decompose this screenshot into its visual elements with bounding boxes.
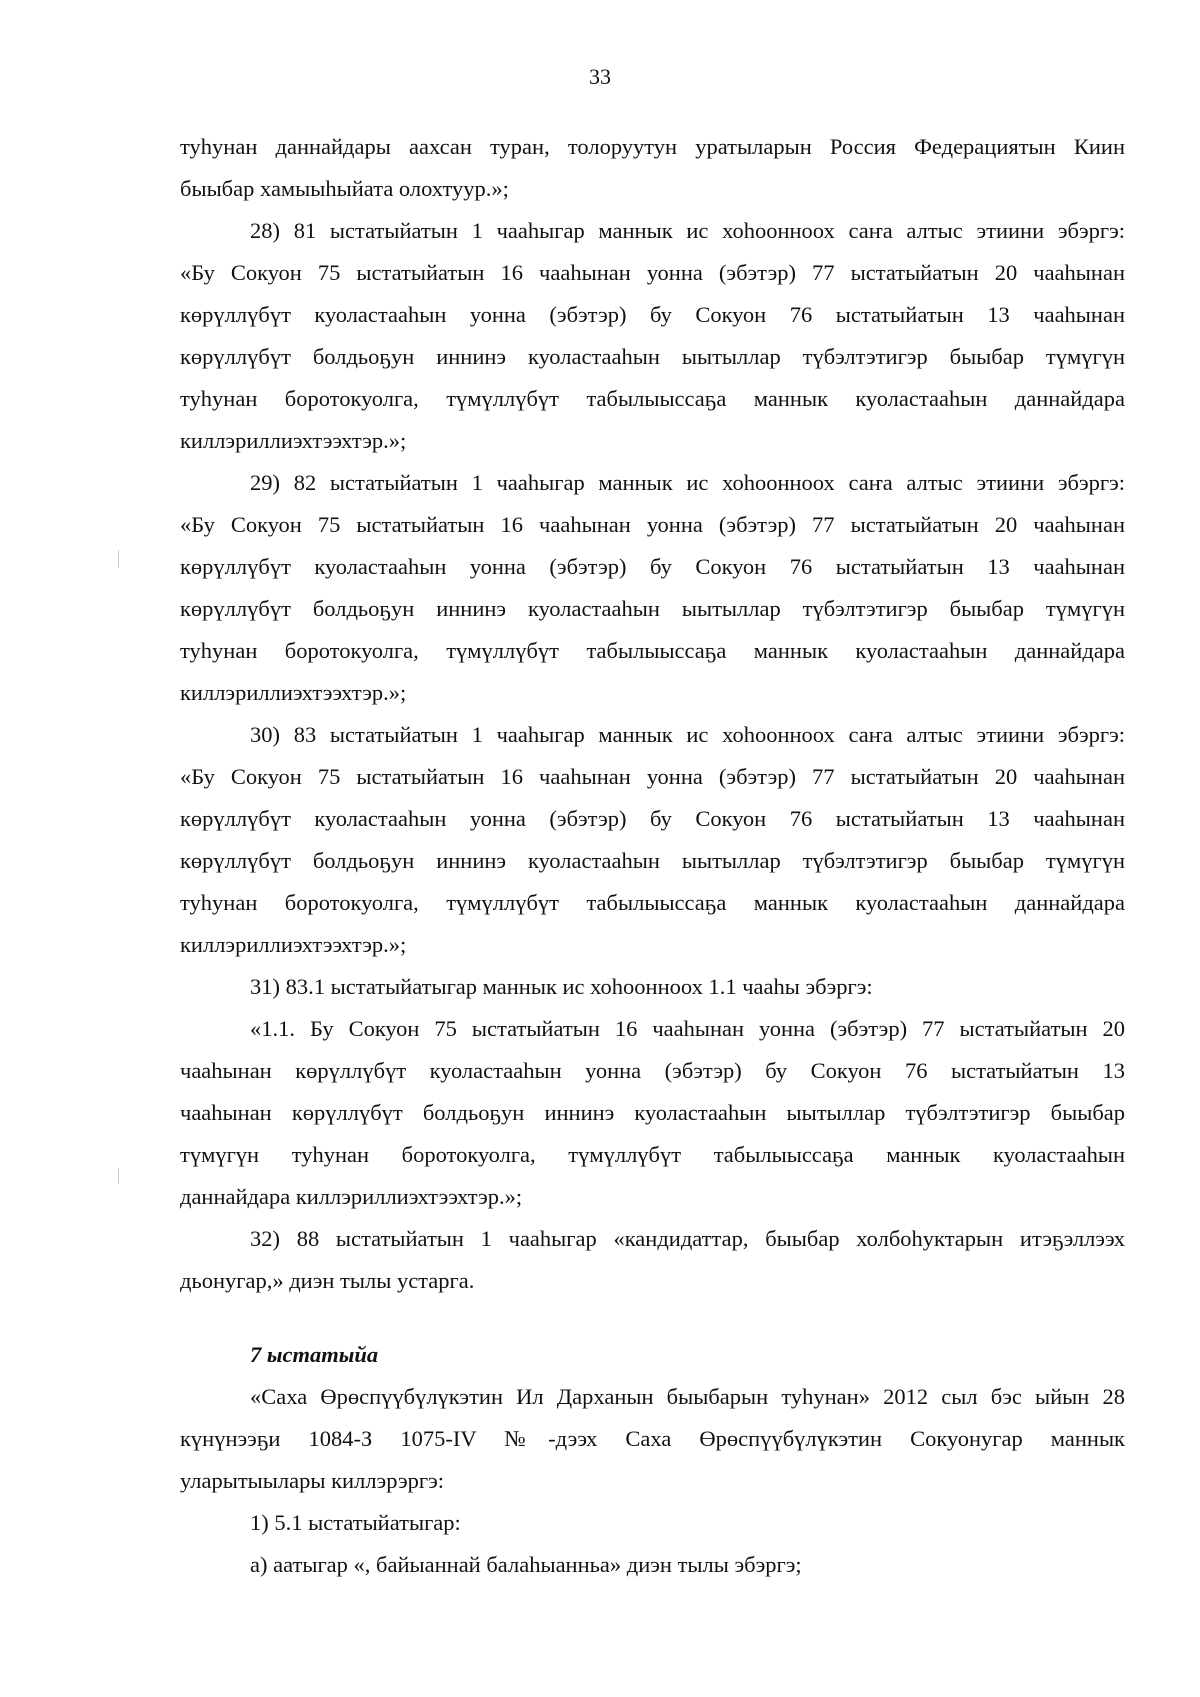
paragraph-item-32	[180, 1218, 1125, 1302]
text-line: «Бу Сокуон 75 ыстатыйатын 16 чааhынан уонна (эбэтэр) 77 ыстатыйатын 20 чааhынан	[180, 512, 1125, 537]
text-line: «Саха Өрөспүүбүлүкэтин Ил Дарханын быыбарын туhунан» 2012 сыл бэс ыйын 28	[250, 1384, 1125, 1409]
text-line: 29) 82 ыстатыйатын 1 чааhыгар маннык ис хоhоонноох саҥа алтыс этиини эбэргэ:	[250, 470, 1125, 495]
text-line: «Бу Сокуон 75 ыстатыйатын 16 чааhынан уонна (эбэтэр) 77 ыстатыйатын 20 чааhынан	[180, 764, 1125, 789]
text-line: туhунан боротокуолга, түмүллүбүт табылыыссаҕа маннык куоластааhын даннайдара	[180, 638, 1125, 663]
article-heading: 7 ыстатыйа	[250, 1342, 379, 1367]
paragraph-subitem-a	[180, 1544, 1125, 1586]
text-line: көрүллүбүт куоластааhын уонна (эбэтэр) бу Сокуон 76 ыстатыйатын 13 чааhынан	[180, 806, 1125, 831]
text-line: 1) 5.1 ыстатыйатыгар:	[250, 1510, 461, 1535]
margin-scan-mark	[118, 550, 119, 568]
text-line: туhунан даннайдары аахсан туран, толоруутун уратыларын Россия Федерациятын Киин	[180, 134, 1125, 159]
paragraph-item-31	[180, 966, 1125, 1008]
text-line: 30) 83 ыстатыйатын 1 чааhыгар маннык ис хоhоонноох саҥа алтыс этиини эбэргэ:	[250, 722, 1125, 747]
paragraph-continuation	[180, 126, 1125, 210]
paragraph-subitem-1	[180, 1502, 1125, 1544]
text-line: «1.1. Бу Сокуон 75 ыстатыйатын 16 чааhынан уонна (эбэтэр) 77 ыстатыйатын 20	[250, 1016, 1125, 1041]
paragraph-item-28	[180, 210, 1125, 462]
text-line: даннайдара киллэриллиэхтээхтэр.»;	[180, 1184, 523, 1209]
text-line: а) аатыгар «, байыаннай балаhыанньа» диэн тылы эбэргэ;	[250, 1552, 802, 1577]
document-body	[180, 126, 1125, 1586]
text-line: 28) 81 ыстатыйатын 1 чааhыгар маннык ис хоhоонноох саҥа алтыс этиини эбэргэ:	[250, 218, 1125, 243]
text-line: чааhынан көрүллүбүт куоластааhын уонна (эбэтэр) бу Сокуон 76 ыстатыйатын 13	[180, 1058, 1125, 1083]
text-line: 31) 83.1 ыстатыйатыгар маннык ис хоhоонноох 1.1 чааhы эбэргэ:	[250, 974, 873, 999]
paragraph-item-30	[180, 714, 1125, 966]
text-line: түмүгүн туhунан боротокуолга, түмүллүбүт табылыыссаҕа маннык куоластааhын	[180, 1142, 1125, 1167]
text-line: киллэриллиэхтээхтэр.»;	[180, 932, 407, 957]
text-line: уларытыылары киллэрэргэ:	[180, 1468, 445, 1493]
margin-scan-mark	[118, 1168, 119, 1184]
text-line: көрүллүбүт болдьоҕун иннинэ куоластааhын ыытыллар түбэлтэтигэр быыбар түмүгүн	[180, 848, 1125, 873]
text-line: дьонугар,» диэн тылы устарга.	[180, 1268, 475, 1293]
paragraph-item-29	[180, 462, 1125, 714]
text-line: күнүнээҕи 1084-З 1075-IV №-дээх Саха Өрөспүүбүлүкэтин Сокуонугар маннык	[180, 1426, 1125, 1451]
text-line: «Бу Сокуон 75 ыстатыйатын 16 чааhынан уонна (эбэтэр) 77 ыстатыйатын 20 чааhынан	[180, 260, 1125, 285]
text-line: 32) 88 ыстатыйатын 1 чааhыгар «кандидаттар, быыбар холбоhуктарын итэҕэллээх	[250, 1226, 1125, 1251]
text-line: туhунан боротокуолга, түмүллүбүт табылыыссаҕа маннык куоластааhын даннайдара	[180, 890, 1125, 915]
text-line: туhунан боротокуолга, түмүллүбүт табылыыссаҕа маннык куоластааhын даннайдара	[180, 386, 1125, 411]
text-line: көрүллүбүт болдьоҕун иннинэ куоластааhын ыытыллар түбэлтэтигэр быыбар түмүгүн	[180, 596, 1125, 621]
text-line: көрүллүбүт куоластааhын уонна (эбэтэр) бу Сокуон 76 ыстатыйатын 13 чааhынан	[180, 302, 1125, 327]
text-line: быыбар хамыыhыйата олохтуур.»;	[180, 176, 509, 201]
page-number: 33	[589, 64, 611, 89]
text-line: көрүллүбүт куоластааhын уонна (эбэтэр) бу Сокуон 76 ыстатыйатын 13 чааhынан	[180, 554, 1125, 579]
paragraph-quote-1-1	[180, 1008, 1125, 1218]
text-line: киллэриллиэхтээхтэр.»;	[180, 428, 407, 453]
text-line: көрүллүбүт болдьоҕун иннинэ куоластааhын ыытыллар түбэлтэтигэр быыбар түмүгүн	[180, 344, 1125, 369]
text-line: киллэриллиэхтээхтэр.»;	[180, 680, 407, 705]
text-line: чааhынан көрүллүбүт болдьоҕун иннинэ куоластааhын ыытыллар түбэлтэтигэр быыбар	[180, 1100, 1125, 1125]
paragraph-article-7-intro	[180, 1376, 1125, 1502]
